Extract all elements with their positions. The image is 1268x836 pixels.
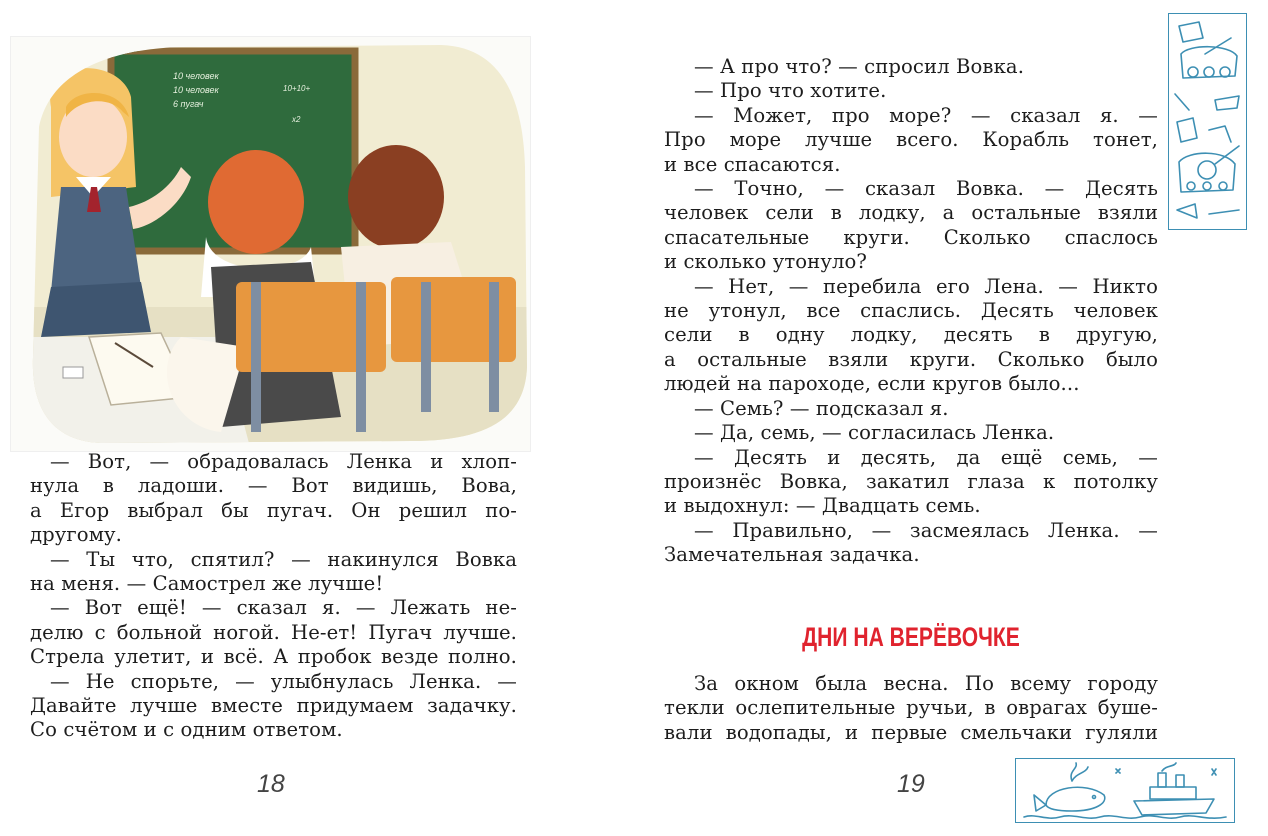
whale-ship-doodle-icon — [1016, 759, 1234, 822]
text-line: и все спасаются. — [664, 152, 841, 176]
right-page-text-bottom — [664, 672, 1158, 745]
text-line: вали водопады, и первые смельчаки гуляли — [664, 720, 1158, 744]
text-line: — Правильно, — засмеялась Ленка. — — [694, 518, 1158, 542]
text-line: — Точно, — сказал Вовка. — Десять — [694, 177, 1158, 201]
text-line: Стрела улетит, и всё. А пробок везде полно. — [30, 645, 517, 669]
text-line: сели в одну лодку, десять в другую, — [664, 323, 1158, 347]
text-line: — Вот, — обрадовалась Ленка и хлоп- — [50, 450, 517, 473]
text-line: другому. — [30, 523, 122, 547]
text-line: Замечательная задачка. — [664, 543, 920, 567]
text-line: на меня. — Самострел же лучше! — [30, 572, 384, 596]
chalkboard-x2: x2 — [292, 115, 301, 124]
text-line: — Вот ещё! — сказал я. — Лежать не- — [50, 596, 517, 620]
text-line: а остальные взяли круги. Сколько было — [664, 347, 1158, 371]
chalkboard-note: 10+10+ — [283, 84, 311, 93]
text-line: произнёс Вовка, закатил глаза к потолку — [664, 469, 1158, 493]
text-line: текли ослепительные ручьи, в оврагах буше- — [664, 696, 1158, 720]
text-line: За окном была весна. По всему городу — [694, 672, 1158, 695]
whale-ship-doodle-decoration — [1015, 758, 1235, 823]
text-line: — Нет, — перебила его Лена. — Никто — [694, 274, 1158, 298]
text-line: делю с больной ногой. Не-ет! Пугач лучше. — [30, 620, 517, 644]
text-line: Давайте лучше вместе придумаем задачку. — [30, 694, 517, 718]
text-line: Про море лучше всего. Корабль тонет, — [664, 128, 1158, 152]
text-line: Со счётом и с одним ответом. — [30, 718, 343, 742]
chapter-title: ДНИ НА ВЕРЁВОЧКЕ — [802, 622, 1020, 652]
text-line: а Егор выбрал бы пугач. Он решил по- — [30, 498, 517, 522]
text-line: — Семь? — подсказал я. — [694, 396, 949, 420]
tank-doodle-decoration — [1168, 13, 1247, 230]
text-line: и выдохнул: — Двадцать семь. — [664, 494, 981, 518]
text-line: не утонул, все спаслись. Десять человек — [664, 299, 1158, 323]
page-number-right: 19 — [897, 770, 925, 798]
text-line: — Да, семь, — согласилась Ленка. — [694, 421, 1055, 445]
text-line: человек сели в лодку, а остальные взяли — [664, 201, 1158, 225]
text-line: — А про что? — спросил Вовка. — [694, 55, 1025, 78]
text-line: людей на пароходе, если кругов было... — [664, 372, 1080, 396]
text-line: нула в ладоши. — Вот видишь, Вова, — [30, 474, 517, 498]
page-number-left: 18 — [257, 770, 285, 798]
text-line: — Может, про море? — сказал я. — — [694, 103, 1158, 127]
right-page-text-top — [664, 55, 1158, 568]
tank-doodle-icon — [1169, 14, 1246, 229]
text-line: — Ты что, спятил? — накинулся Вовка — [50, 547, 517, 571]
text-line: спасательные круги. Сколько спаслось — [664, 225, 1158, 249]
classroom-illustration — [10, 36, 531, 452]
left-page-text — [30, 450, 517, 743]
text-line: — Десять и десять, да ещё семь, — — [694, 445, 1158, 469]
classroom-drawing — [11, 37, 530, 451]
text-line: — Про что хотите. — [694, 79, 887, 103]
text-line: и сколько утонуло? — [664, 250, 867, 274]
chalkboard-line-3: 6 пугач — [173, 99, 204, 109]
chalkboard-line-2: 10 человек — [173, 85, 219, 95]
chalkboard-line-1: 10 человек — [173, 71, 219, 81]
text-line: — Не спорьте, — улыбнулась Ленка. — — [50, 669, 517, 693]
